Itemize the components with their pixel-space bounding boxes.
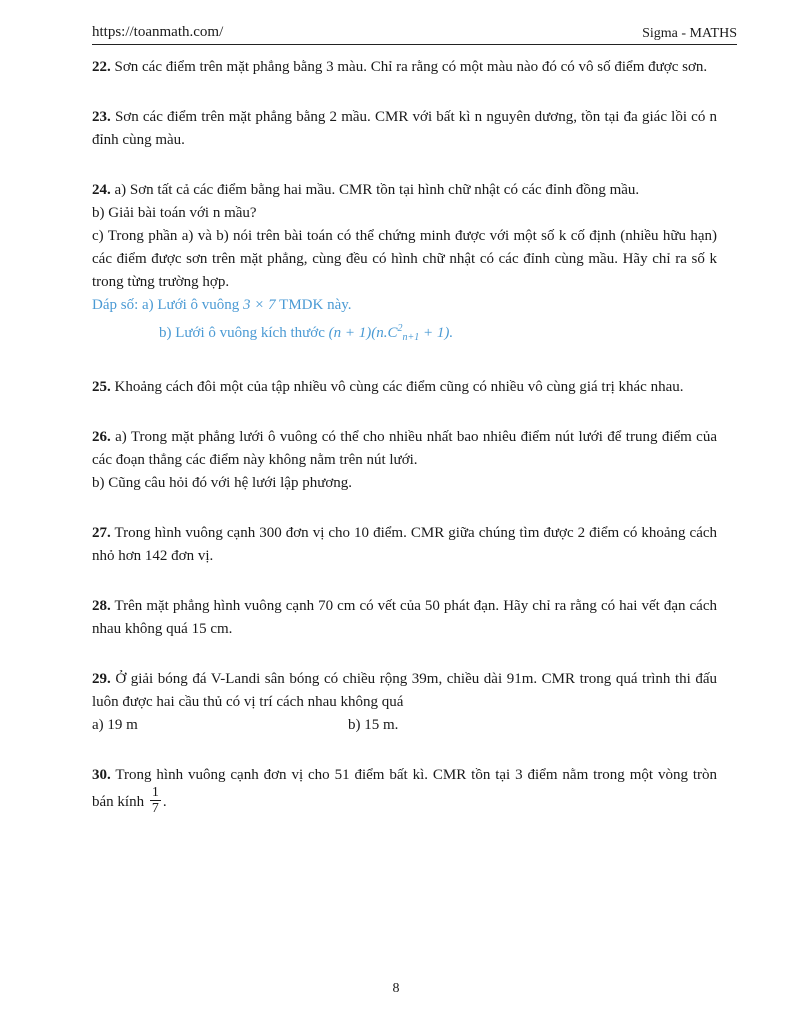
- problem-29: [92, 668, 717, 737]
- problem-text: Trên mặt phẳng hình vuông cạnh 70 cm có vết của 50 phát đạn. Hãy chỉ ra rằng có hai vết đạn cách nhau không quá 15 cm.: [92, 598, 717, 637]
- problem-options: [92, 714, 717, 737]
- answer-a: Dáp số: a) Lưới ô vuông 3 × 7 TMDK này.: [92, 297, 352, 313]
- problem-text: Sơn các điểm trên mặt phẳng bằng 3 màu. Chỉ ra rằng có một màu nào đó có vô số điểm được sơn.: [114, 59, 708, 75]
- problem-text: Trong hình vuông cạnh 300 đơn vị cho 10 điểm. CMR giữa chúng tìm được 2 điểm có khoảng cách nhỏ hơn 142 đơn vị.: [92, 525, 718, 564]
- problem-22: [92, 56, 717, 79]
- problem-26: [92, 426, 717, 495]
- problem-24: [92, 179, 717, 349]
- problem-number: 26.: [92, 429, 111, 445]
- answer-b: b) Lưới ô vuông kích thước $(n + 1)(n.C^2_{n+1} + 1)$.: [159, 323, 454, 343]
- problem-number: 27.: [92, 525, 111, 541]
- page-content: [92, 56, 717, 845]
- problem-part-a: a) Trong mặt phẳng lưới ô vuông có thể cho nhiều nhất bao nhiêu điểm nút lưới để trung điểm của các đoạn thẳng các điểm này không nằm trên nút lưới.: [92, 429, 717, 468]
- header-brand: Sigma - MATHS: [642, 26, 737, 41]
- page-number: 8: [392, 981, 400, 996]
- option-b: b) 15 m.: [348, 717, 399, 733]
- problem-part-b: b) Giải bài toán với n mầu?: [92, 205, 257, 221]
- problem-number: 24.: [92, 182, 111, 198]
- problem-30: 30. Trong hình vuông cạnh đơn vị cho 51 điểm bất kì. CMR tồn tại 3 điểm nằm trong một vòng tròn bán kính $\frac{1}{7}$ .: [92, 767, 718, 816]
- header-url: https://toanmath.com/: [92, 24, 224, 40]
- problem-23: [92, 106, 717, 152]
- problem-number: 29.: [92, 671, 111, 687]
- fraction: $\frac{1}{7}$: [151, 785, 159, 816]
- problem-25: [92, 376, 717, 399]
- problem-part-b: b) Cũng câu hỏi đó với hệ lưới lập phương.: [92, 475, 353, 491]
- problem-text: Trong hình vuông cạnh đơn vị cho 51 điểm bất kì. CMR tồn tại 3 điểm nằm trong một vòng tròn bán kính: [92, 767, 718, 810]
- problem-28: [92, 595, 717, 641]
- problem-number: 23.: [92, 109, 111, 125]
- problem-27: [92, 522, 717, 568]
- problem-text: Sơn các điểm trên mặt phẳng bằng 2 mầu. CMR với bất kì n nguyên dương, tồn tại đa giác lồi có n đỉnh cùng màu.: [92, 109, 717, 148]
- problem-text: Ở giải bóng đá V-Landi sân bóng có chiều rộng 39m, chiều dài 91m. CMR trong quá trình thi đấu luôn được hai cầu thủ có vị trí cách nhau không quá: [92, 671, 718, 710]
- problem-number: 30.: [92, 767, 111, 783]
- page-header: [92, 22, 737, 45]
- problem-number: 28.: [92, 598, 111, 614]
- problem-part-a: a) Sơn tất cả các điểm bằng hai mầu. CMR tồn tại hình chữ nhật có các đỉnh đồng mầu.: [114, 182, 640, 198]
- problem-part-c: c) Trong phần a) và b) nói trên bài toán có thể chứng minh được với một số k cố định (nhiều hữu hạn) các điểm được sơn trên mặt phẳng, cùng đều có hình chữ nhật có các đỉnh cùng mầu. Hãy chỉ ra số k trong từng trường hợp.: [92, 228, 717, 290]
- option-a: a) 19 m: [92, 717, 138, 733]
- problem-number: 22.: [92, 59, 111, 75]
- problem-number: 25.: [92, 379, 111, 395]
- problem-text: Khoảng cách đôi một của tập nhiều vô cùng các điểm cũng có nhiều vô cùng giá trị khác nhau.: [114, 379, 684, 395]
